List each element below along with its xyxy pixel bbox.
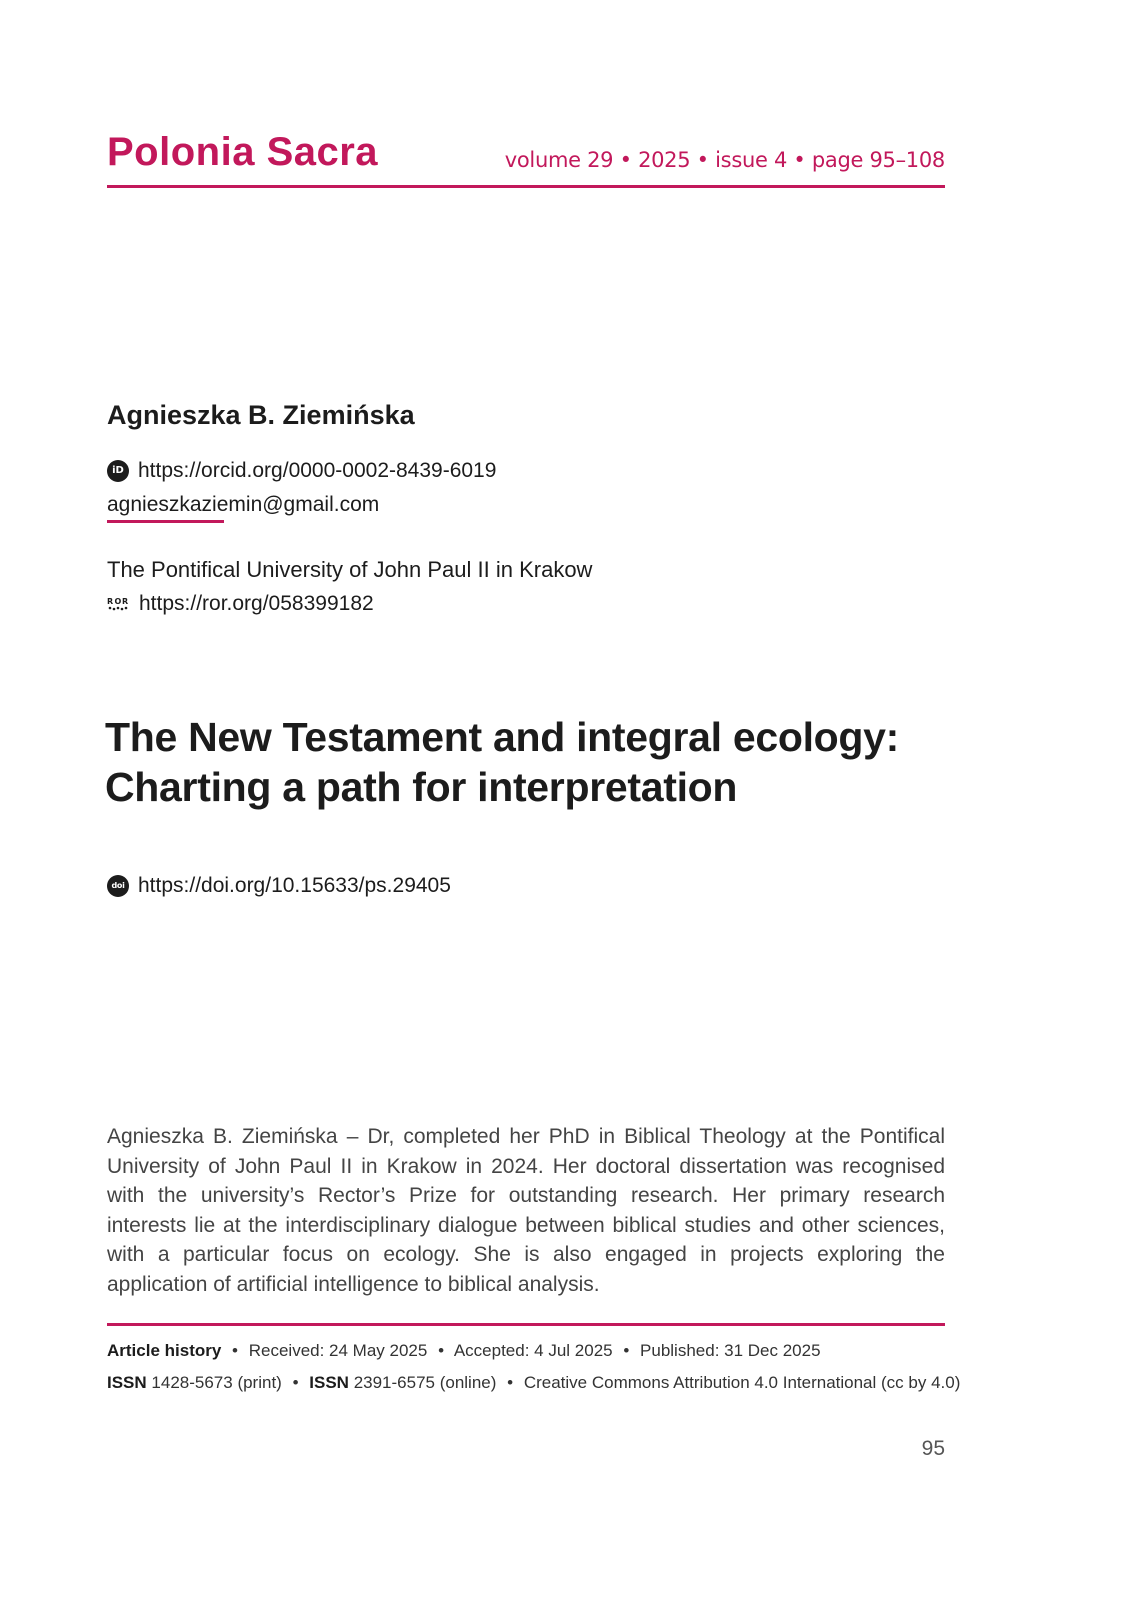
accepted-date: Accepted: 4 Jul 2025 [453,1341,613,1360]
history-label: Article history [107,1341,222,1360]
email-row [107,491,379,519]
svg-text:O: O [114,597,122,606]
history-separator: • [623,1341,630,1360]
article-title [105,712,955,812]
orcid-icon: iD [107,460,129,482]
history-separator: • [438,1341,445,1360]
svg-text:R: R [122,597,129,606]
issn-separator: • [292,1373,299,1392]
issn-label: ISSN [309,1373,349,1392]
license-text: Creative Commons Attribution 4.0 International (cc by 4.0) [523,1373,961,1392]
orcid-row [107,457,496,485]
ror-row [107,590,374,618]
author-bio: Agnieszka B. Ziemińska – Dr, completed her PhD in Biblical Theology at the Pontifical University of John Paul II in Krakow in 2024. Her doctoral dissertation was recognised with the university’s Rector’s Prize for outstanding research. Her primary research interests lie at the interdisciplinary dialogue between biblical studies and other sciences, with a particular focus on ecology. She is also engaged in projects exploring the application of artificial intelligence to biblical analysis. [107,1125,945,1296]
received-date: Received: 24 May 2025 [248,1341,428,1360]
affiliation: The Pontifical University of John Paul II in Krakow [107,557,593,582]
author-divider [107,520,224,523]
issn-label: ISSN [107,1373,147,1392]
doi-icon: doi [107,875,129,897]
ror-icon [107,596,131,612]
orcid-link[interactable]: https://orcid.org/0000-0002-8439-6019 [138,459,497,482]
issue-info: volume 29 • 2025 • issue 4 • page 95–108 [504,148,945,172]
issn-line [107,1372,961,1394]
article-history [107,1340,945,1362]
history-separator: • [232,1341,238,1360]
email-link[interactable]: agnieszkaziemin@gmail.com [107,493,380,516]
article-title-line-2: Charting a path for interpretation [105,764,738,810]
doi-link[interactable]: https://doi.org/10.15633/ps.29405 [138,874,451,897]
published-date: Published: 31 Dec 2025 [640,1341,821,1360]
header-rule [107,185,945,188]
journal-title: Polonia Sacra [107,130,379,174]
page-number: 95 [921,1437,945,1460]
article-title-line-1: The New Testament and integral ecology: [105,714,900,760]
doi-row [107,872,451,900]
ror-link[interactable]: https://ror.org/058399182 [139,592,374,615]
issn-online: 2391-6575 (online) [353,1373,497,1392]
svg-text:R: R [107,597,114,606]
issn-print: 1428-5673 (print) [151,1373,282,1392]
author-name: Agnieszka B. Ziemińska [107,400,415,430]
footer-rule [107,1323,945,1326]
issn-separator: • [507,1373,514,1392]
